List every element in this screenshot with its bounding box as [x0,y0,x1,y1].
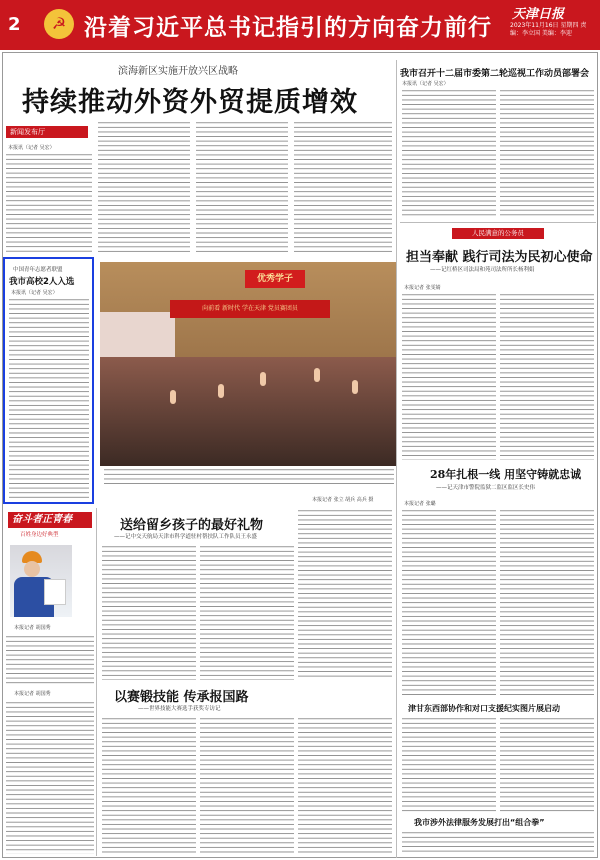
middle-story1-subhead: ——记中交天航局天津市科学道驻村帮扶队工作队员王永盛 [114,534,258,540]
raised-hand [314,368,320,382]
photo-sign: 优秀学子 [245,270,305,288]
face [24,561,40,577]
right-story1-text-b [500,88,594,216]
photo-caption [104,467,394,487]
right-story4-headline: 津甘东西部协作和对口支援纪实图片展启动 [408,704,560,713]
right-divider-1 [400,222,596,223]
bottom-left-byline: 本报记者 胡国秀 [14,691,51,697]
photo-caption-byline: 本报记者 张立 胡兵 高兵 摄 [312,497,374,503]
right-story2-byline: 本报记者 张雯婧 [404,285,441,291]
column-brand-sub: 百姓身边好典型 [20,532,59,538]
header-title: 沿着习近平总书记指引的方向奋力前行 [84,14,492,41]
middle-story2-subhead: ——世界技能大赛选手获奖专访记 [138,706,221,712]
middle-story1-text-b [200,544,294,680]
lead-headline: 持续推动外资外贸提质增效 [22,87,358,118]
highlight-kicker: 中国青年志愿者联盟 [13,267,63,273]
right-story1-byline: 本报讯（记者 吴宏） [402,81,449,87]
highlight-text [9,297,89,499]
column-divider [396,60,397,858]
issue-meta: 2023年11月16日 星期四 责编：李立国 美编：李迎 [510,22,587,37]
right-story3-headline: 28年扎根一线 用坚守铸就忠诚 [430,468,582,481]
left-divider [96,508,97,856]
right-story5-text [402,830,594,854]
bottom-left-text-b [6,700,94,854]
right-story2-headline: 担当奉献 践行司法为民初心使命 [406,250,593,265]
right-story1-headline: 我市召开十二届市委第二轮巡视工作动员部署会 [400,69,590,79]
lead-text-col-2 [98,120,190,252]
right-story3-subhead: ——记天津市警院监狱二监区监区长史伟 [436,485,536,491]
page-number: 2 [8,14,21,35]
lead-text-col-4 [294,120,392,252]
raised-hand [260,372,266,386]
lead-text-col-3 [196,120,288,252]
highlight-byline: 本报讯（记者 吴宏） [11,290,58,296]
middle-story2-headline: 以赛锻技能 传承报国路 [114,690,249,705]
right-story2-subhead: ——记红桥区司法局和苑司法所所长杨利娟 [430,267,535,273]
raised-hand [218,384,224,398]
newspaper-logo: 天津日报 [512,7,565,22]
news-photo [100,262,396,466]
lead-byline: 本报讯（记者 吴宏） [8,145,55,151]
worker-portrait [10,545,72,617]
bottom-left-text-a [6,634,94,684]
raised-hand [352,380,358,394]
party-emblem-icon: ☭ [44,9,74,39]
highlight-headline: 我市高校2人入选 [9,277,75,287]
right-story4-text-b [500,716,594,812]
right-story3-text-b [500,508,594,696]
middle-story1-text-c [298,508,392,680]
right-story5-headline: 我市涉外法律服务发展打出“组合拳” [414,818,545,827]
column-brand: 奋斗者正青春 [8,512,92,528]
right-story1-text-a [402,88,496,216]
middle-story2-text-c [298,716,392,854]
right-story3-byline: 本报记者 张璐 [404,501,436,507]
photo-banner: 向前看 新时代 学在天津 党员赛团员 [170,300,330,318]
lead-text-col-1 [6,152,92,252]
right-story3-text-a [402,508,496,696]
right-story2-text-b [500,292,594,460]
highlighted-story[interactable] [3,257,94,504]
portrait-byline: 本报记者 胡国秀 [14,625,51,631]
right-story4-text-a [402,716,496,812]
raised-hand [170,390,176,404]
middle-story1-headline: 送给留乡孩子的最好礼物 [120,518,264,533]
document [44,579,66,605]
middle-story1-text-a [102,544,196,680]
lead-kicker: 滨海新区实施开放兴区战略 [118,66,238,77]
middle-story2-text-b [200,716,294,854]
right-story2-text-a [402,292,496,460]
section-tag: 人民满意的公务员 [452,228,544,239]
crowd [100,357,396,466]
lead-column-tag: 新闻发布厅 [6,126,88,138]
page-header [0,0,600,50]
middle-story2-text-a [102,716,196,854]
